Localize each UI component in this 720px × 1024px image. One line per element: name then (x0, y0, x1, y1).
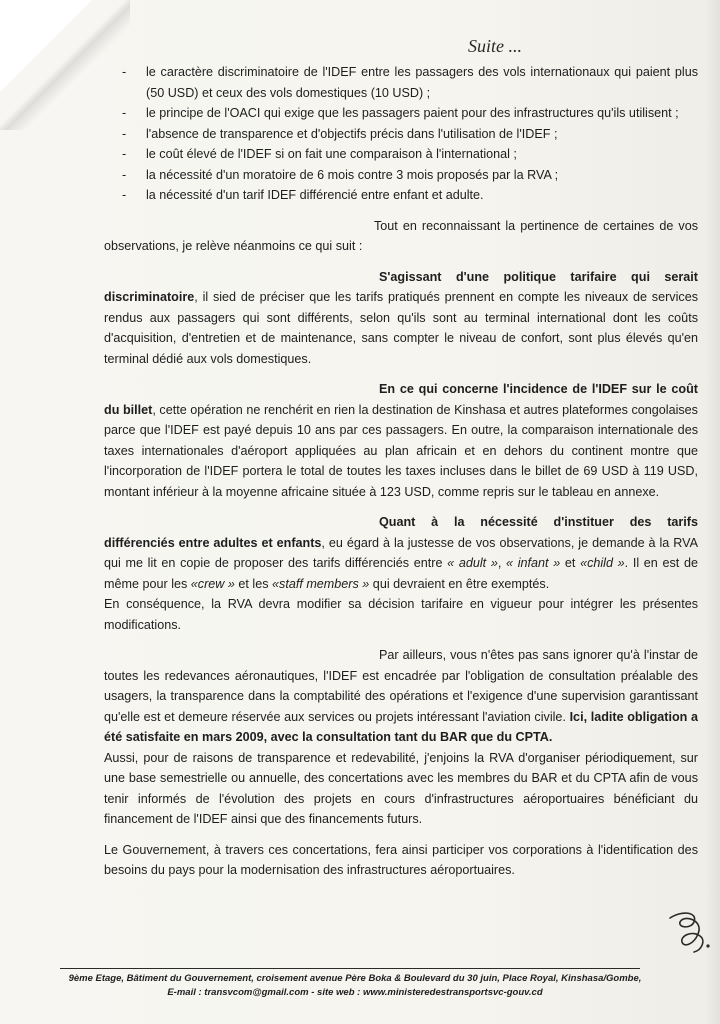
list-item: - la nécessité d'un tarif IDEF différencié entre enfant et adulte. (104, 185, 698, 206)
list-item: - le principe de l'OACI qui exige que les passagers paient pour des infrastructures qu'ils utilisent ; (104, 103, 698, 124)
paragraph-government: Le Gouvernement, à travers ces concertations, fera ainsi participer vos corporations à l'identification des besoins du pays pour la modernisation des infrastructures aéroportuaires. (104, 842, 698, 877)
paragraph-text: , eu égard à la justesse de vos observations, je demande à la RVA qui me lit en copie de proposer des tarifs différenciés entre (104, 535, 699, 570)
continuation-heading: Suite ... (468, 36, 522, 56)
quoted-term: « adult » (447, 556, 498, 570)
quoted-term: «child » (580, 556, 625, 570)
paragraph-heading: Quant à la nécessité d'instituer des tarifs différenciés entre adultes et enfants (104, 515, 698, 550)
paragraph-transparency: Aussi, pour de raisons de transparence et redevabilité, j'enjoins la RVA d'organiser périodiquement, sur une base semestrielle ou annuelle, des concertations avec les membres du BAR et du CPTA afin de vous tenir informés de l'évolution des projets en cours d'infrastructures aéroportuaires bénéficiant du financement de l'IDEF ainsi que des financements futurs. (104, 750, 698, 826)
paragraph-differentiated-tariffs (104, 512, 698, 594)
quoted-term: «crew » (190, 576, 235, 591)
paragraph-text: Par ailleurs, vous n'êtes pas sans ignorer qu'à l'instar de toutes les redevances aéronautiques, l'IDEF est encadrée par l'obligation de consultation préalable des usagers, la transparence dans la comptabilité des opérations et l'exigence d'une supervision garantissant qu'elle est et demeure réservée aux services ou projets intéressant l'aviation civile. (104, 648, 698, 724)
list-item: - la nécessité d'un moratoire de 6 mois contre 3 mois proposés par la RVA ; (104, 165, 698, 186)
paragraph-observations: Tout en reconnaissant la pertinence de certaines de vos observations, je relève néanmoins ce qui suit : (104, 218, 698, 253)
paragraph-text: , cette opération ne renchérit en rien la destination de Kinshasa et autres plateformes congolaises parce que l'IDEF est payé depuis 10 ans par ces passagers. En outre, la comparaison internationale des taxes internationales d'aéroport appliquées au plan africain et en dehors du continent montre que l'incorporation de l'IDEF portera le total de toutes les taxes incluses dans le billet de 69 USD à 119 USD, montant inférieur à la moyenne africaine située à 123 USD, comme repris sur le tableau en annexe. (104, 402, 698, 499)
letterhead-footer (60, 972, 650, 1000)
paragraph-emphasis: Ici, ladite obligation a été satisfaite en mars 2009, avec la consultation tant du BAR que du CPTA. (104, 709, 698, 744)
paragraph-heading: S'agissant d'une politique tarifaire qui serait discriminatoire (104, 269, 698, 304)
paragraph-ticket-cost (104, 379, 698, 502)
paragraph-consultation (104, 645, 698, 748)
paragraph-consequence: En conséquence, la RVA devra modifier sa décision tarifaire en vigueur pour intégrer les présentes modifications. (104, 597, 698, 632)
paragraph-text: , (497, 556, 507, 570)
paragraph-heading: En ce qui concerne l'incidence de l'IDEF sur le coût du billet (104, 382, 698, 417)
footer-contact: E-mail : transvcom@gmail.com - site web : www.ministeredestransportsvc-gouv.cd (167, 987, 543, 998)
footer-divider (60, 968, 640, 969)
paragraph-discrimination (104, 267, 698, 370)
observations-list (104, 62, 698, 206)
quoted-term: «staff members » (272, 576, 370, 591)
handwritten-signature (664, 906, 716, 956)
paragraph-text: , il sied de préciser que les tarifs pratiqués prennent en compte les niveaux de services rendus aux passagers qui sont différents, selon qu'ils sont au terminal international dont les coûts d'acquisition, d'entretien et de maintenance, sans compter le niveau de confort, sont plus élevés qu'en terminal dédié aux vols domestiques. (104, 290, 698, 366)
list-item: - le caractère discriminatoire de l'IDEF entre les passagers des vols internationaux qui paient plus (50 USD) et ceux des vols domestiques (10 USD) ; (104, 62, 698, 103)
list-item: - l'absence de transparence et d'objectifs précis dans l'utilisation de l'IDEF ; (104, 124, 698, 145)
paragraph-text: qui devraient en être exemptés. (369, 576, 550, 591)
list-item: - le coût élevé de l'IDEF si on fait une comparaison à l'international ; (104, 144, 698, 165)
paragraph-text: . Il en est de même pour les (104, 556, 698, 591)
quoted-term: « infant » (506, 556, 561, 570)
page-edge-shadow (706, 0, 720, 1024)
paragraph-text: et les (234, 576, 273, 591)
paragraph-text: et (560, 556, 581, 570)
letter-body (104, 62, 698, 881)
footer-address: 9ème Etage, Bâtiment du Gouvernement, croisement avenue Père Boka & Boulevard du 30 juin, Place Royal, Kinshasa/Gombe, (68, 973, 642, 984)
